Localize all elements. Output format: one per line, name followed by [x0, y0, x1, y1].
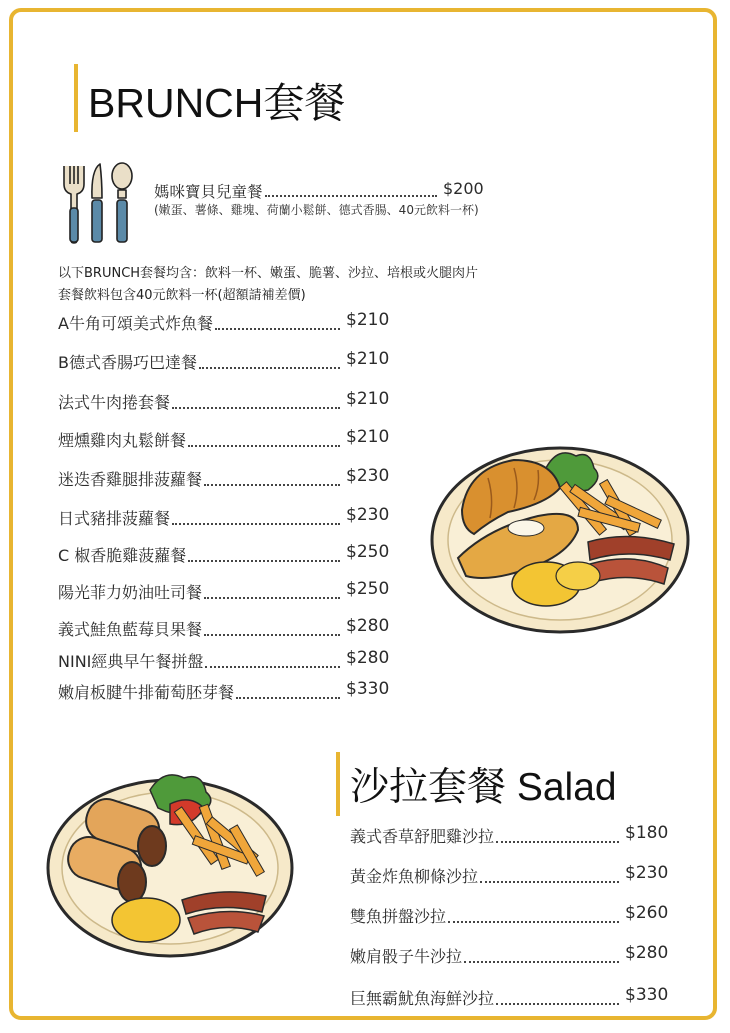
salad-item: [350, 944, 680, 966]
brunch-item: [58, 311, 398, 333]
salad-item-name: 巨無霸魷魚海鮮沙拉: [350, 989, 495, 1008]
brunch-item-name: 煙燻雞肉丸鬆餅餐: [58, 431, 187, 450]
brunch-item: [58, 506, 398, 528]
salad-item-name: 義式香草舒肥雞沙拉: [350, 827, 495, 846]
brunch-item: [58, 350, 398, 372]
salad-item: [350, 904, 680, 926]
salad-item-name: 雙魚拼盤沙拉: [350, 907, 447, 926]
salad-item-price: $330: [625, 985, 669, 1005]
brunch-title: BRUNCH套餐: [88, 80, 346, 126]
brunch-item-price: $230: [346, 505, 390, 525]
brunch-item-dots: [205, 666, 340, 668]
brunch-item-price: $210: [346, 427, 390, 447]
salad-item: [350, 864, 680, 886]
brunch-item-dots: [215, 328, 340, 330]
brunch-item-price: $210: [346, 310, 390, 330]
brunch-item-price: $280: [346, 648, 390, 668]
salad-item-price: $230: [625, 863, 669, 883]
brunch-item-price: $330: [346, 679, 390, 699]
brunch-item: [58, 543, 398, 565]
brunch-item-name: 陽光菲力奶油吐司餐: [58, 583, 203, 602]
brunch-item-dots: [172, 523, 340, 525]
salad-item-price: $260: [625, 903, 669, 923]
salad-item: [350, 824, 680, 846]
brunch-item-name: B德式香腸巧巴達餐: [58, 353, 197, 372]
kids-meal-description: (嫩蛋、薯條、雞塊、荷蘭小鬆餅、德式香腸、40元飲料一杯): [154, 203, 479, 217]
brunch-item-dots: [204, 634, 340, 636]
brunch-item-dots: [204, 484, 340, 486]
brunch-item-dots: [188, 445, 340, 447]
brunch-title-bar: [74, 64, 78, 132]
brunch-note-includes: 以下BRUNCH套餐均含：飲料一杯、嫩蛋、脆薯、沙拉、培根或火腿肉片: [58, 266, 479, 281]
kids-meal-dots: [265, 195, 437, 197]
salad-plate-illustration: [42, 764, 300, 964]
salad-item-price: $180: [625, 823, 669, 843]
salad-item-dots: [448, 921, 619, 923]
kids-meal-row: [154, 180, 494, 200]
salad-item-price: $280: [625, 943, 669, 963]
brunch-item-price: $210: [346, 389, 390, 409]
brunch-item-dots: [236, 697, 340, 699]
kids-meal-price: $200: [443, 179, 484, 198]
salad-item: [350, 986, 680, 1008]
brunch-item-name: C 椒香脆雞菠蘿餐: [58, 546, 187, 565]
salad-item-dots: [464, 961, 619, 963]
utensils-icon: [58, 160, 136, 244]
brunch-item: [58, 580, 398, 602]
brunch-item-dots: [172, 407, 340, 409]
brunch-item-dots: [188, 560, 340, 562]
brunch-item: [58, 649, 398, 671]
salad-item-dots: [496, 1003, 619, 1005]
brunch-item-name: NINI經典早午餐拼盤: [58, 652, 204, 671]
kids-meal-name: 媽咪寶貝兒童餐: [154, 183, 263, 201]
salad-title-bar: [336, 752, 340, 816]
brunch-item-price: $250: [346, 542, 390, 562]
salad-item-name: 嫩肩骰子牛沙拉: [350, 947, 463, 966]
brunch-item-dots: [199, 367, 340, 369]
brunch-item: [58, 617, 398, 639]
brunch-item-name: A牛角可頌美式炸魚餐: [58, 314, 213, 333]
brunch-item-name: 嫩肩板腱牛排葡萄胚芽餐: [58, 683, 235, 702]
brunch-item-price: $210: [346, 349, 390, 369]
brunch-item-dots: [204, 597, 340, 599]
brunch-item-price: $230: [346, 466, 390, 486]
brunch-item: [58, 680, 398, 702]
salad-title: 沙拉套餐 Salad: [350, 766, 617, 809]
brunch-item-price: $250: [346, 579, 390, 599]
salad-item-dots: [480, 881, 619, 883]
brunch-item-name: 迷迭香雞腿排菠蘿餐: [58, 470, 203, 489]
brunch-item: [58, 390, 398, 412]
brunch-item-name: 日式豬排菠蘿餐: [58, 509, 171, 528]
salad-item-name: 黃金炸魚柳條沙拉: [350, 867, 479, 886]
brunch-plate-illustration: [428, 438, 693, 638]
brunch-item: [58, 428, 398, 450]
salad-item-dots: [496, 841, 619, 843]
brunch-item-name: 義式鮭魚藍莓貝果餐: [58, 620, 203, 639]
brunch-item-price: $280: [346, 616, 390, 636]
brunch-item: [58, 467, 398, 489]
brunch-item-name: 法式牛肉捲套餐: [58, 393, 171, 412]
brunch-note-drink: 套餐飲料包含40元飲料一杯(超額請補差價): [58, 288, 306, 303]
